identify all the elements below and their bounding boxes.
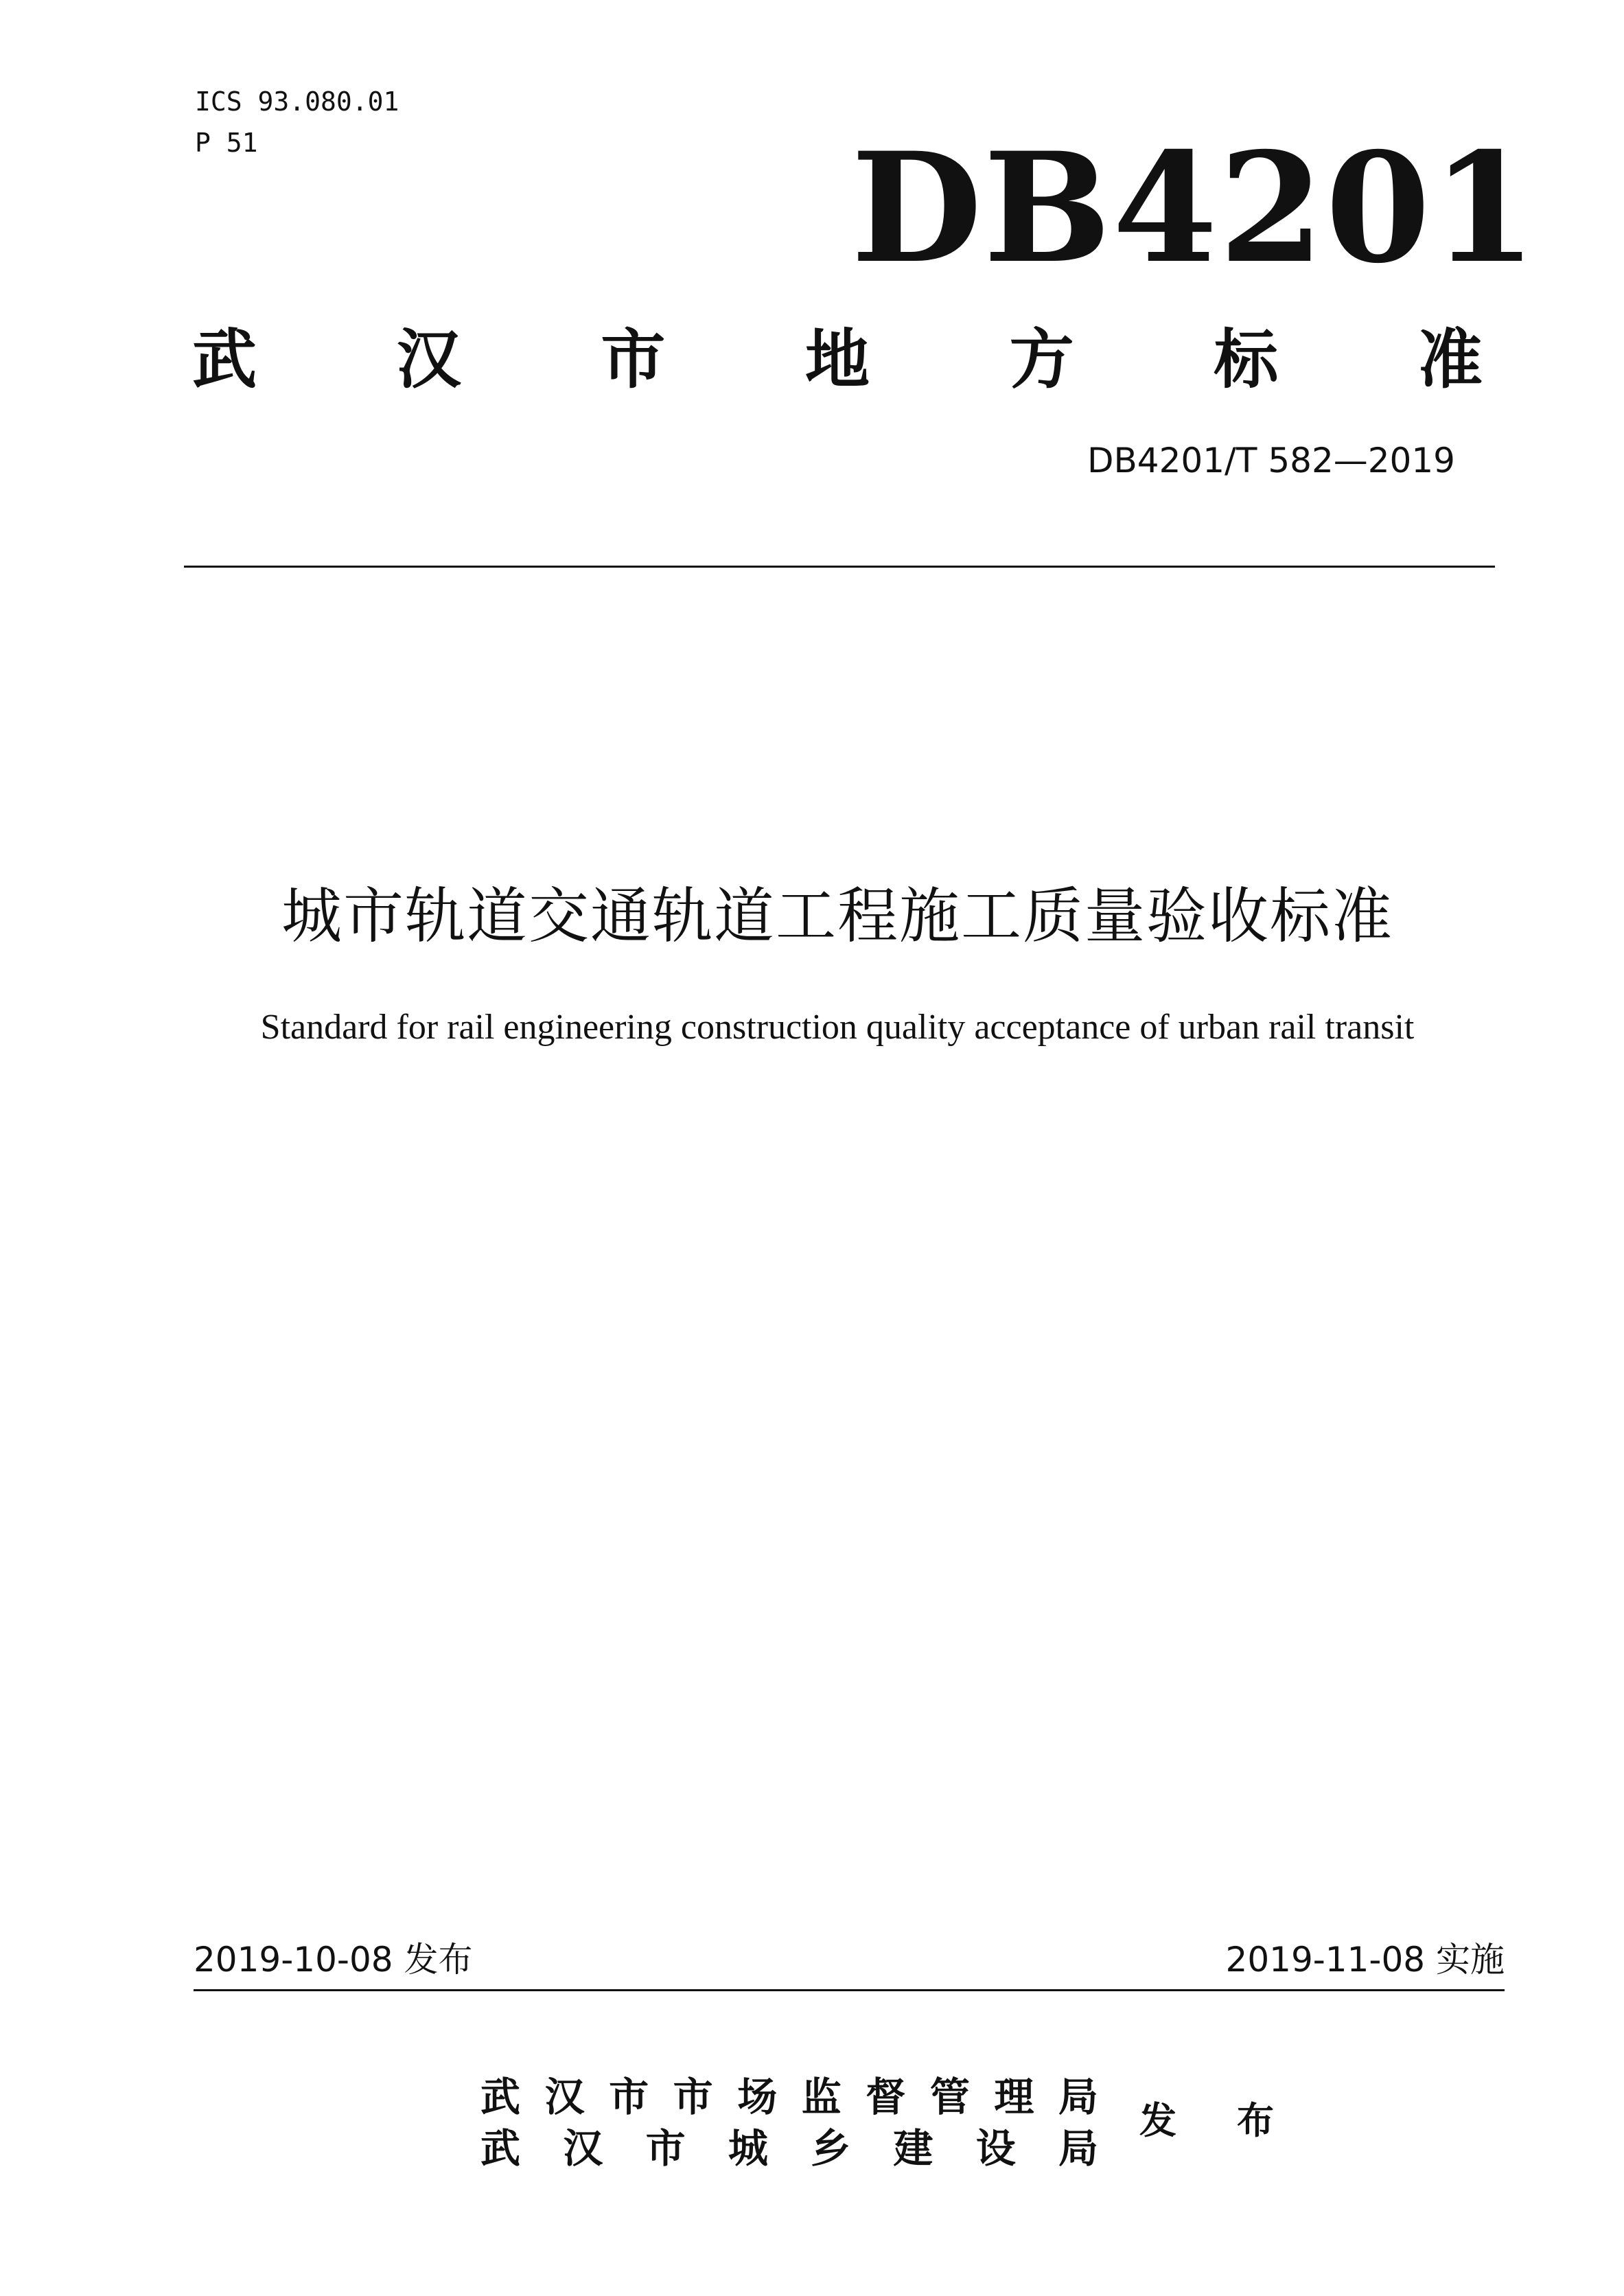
issuer-char: 场 xyxy=(737,2074,778,2120)
standard-type-char: 地 xyxy=(804,322,870,397)
publish-char: 发 xyxy=(1139,2098,1176,2142)
issuer-line-1 xyxy=(480,2066,1098,2121)
issuer-char: 设 xyxy=(975,2125,1016,2172)
standard-number: DB4201/T 582—2019 xyxy=(1087,441,1455,480)
title-chinese: 城市轨道交通轨道工程施工质量验收标准 xyxy=(281,881,1393,951)
title-english: Standard for rail engineering construction quality acceptance of urban rail transit xyxy=(260,1008,1415,1047)
issuer-char: 汉 xyxy=(563,2125,603,2172)
ccs-code: P 51 xyxy=(195,128,258,158)
issuer-char: 市 xyxy=(673,2074,713,2120)
issuer-char: 监 xyxy=(801,2074,842,2120)
issuer-char: 武 xyxy=(480,2125,521,2172)
issuer-char: 城 xyxy=(728,2125,768,2172)
issuer-char: 局 xyxy=(1058,2074,1098,2120)
standard-type-char: 标 xyxy=(1214,322,1279,397)
implementation-date: 2019-11-08 实施 xyxy=(1225,1940,1505,1980)
ics-code: ICS 93.080.01 xyxy=(195,86,399,117)
issuer-char: 市 xyxy=(609,2074,649,2120)
standard-type-char: 准 xyxy=(1417,322,1483,397)
issue-date: 2019-10-08 发布 xyxy=(194,1940,473,1980)
standard-type xyxy=(192,312,1483,395)
issuer-char: 乡 xyxy=(811,2125,851,2172)
issuer-char: 督 xyxy=(866,2074,906,2120)
issuer-char: 汉 xyxy=(544,2074,585,2120)
footer-divider xyxy=(194,1989,1505,1991)
standard-type-char: 武 xyxy=(192,322,257,397)
standard-type-char: 方 xyxy=(1009,322,1074,397)
issuer-char: 局 xyxy=(1058,2125,1098,2172)
header-divider xyxy=(184,566,1495,568)
issuer-char: 市 xyxy=(645,2125,686,2172)
issuer-char: 建 xyxy=(893,2125,933,2172)
publish-char: 布 xyxy=(1237,2098,1274,2142)
standard-type-char: 市 xyxy=(601,322,666,397)
issuer-line-2 xyxy=(480,2118,1098,2172)
issuer-char: 管 xyxy=(929,2074,970,2120)
standard-mark: DB4201 xyxy=(851,119,1539,297)
standard-type-char: 汉 xyxy=(396,322,461,397)
publish-label xyxy=(1139,2090,1274,2145)
issuer-char: 武 xyxy=(480,2074,521,2120)
issuer-char: 理 xyxy=(994,2074,1034,2120)
